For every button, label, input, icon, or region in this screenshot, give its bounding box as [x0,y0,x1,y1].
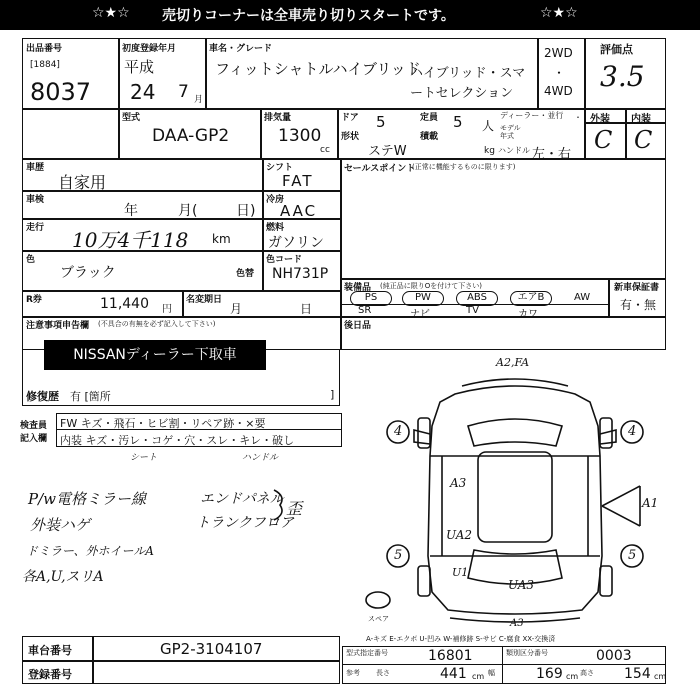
doors-label: ドア [341,113,359,123]
annot-handle: ハンドル [242,453,279,463]
diag-ua3: UA3 [508,578,535,592]
diag-top-mark: A2,FA [496,356,530,369]
reg-month: 7 [178,82,189,102]
shift: FAT [282,172,314,190]
equip-sr: SR [358,305,372,316]
diag-a1: A1 [642,496,659,510]
top-banner [0,0,700,30]
mileage-label: 走行 [26,223,45,233]
repair-close: ] [330,388,335,401]
color-code-label: 色コード [266,255,303,265]
width: 169 [536,666,563,682]
shape: ステW [368,144,407,159]
interior-label: 内装 [631,114,651,125]
exterior-grade: C [594,126,613,154]
notes-small: (不具合の有無を必ず記入して下さい) [98,320,216,328]
equip-abs: ABS [456,291,498,306]
inspector-row2: 内装 キズ・汚レ・コゲ・穴・スレ・キレ・破し [60,434,295,447]
width-unit: cm [566,672,579,681]
spare-label: スペア [368,615,389,623]
drive-4wd: 4WD [544,84,573,98]
capacity-label: 定員 [420,113,439,123]
equip-airbag: エアB [510,291,552,306]
equip-ps: PS [350,291,392,306]
score: 3.5 [600,60,645,93]
handle: 左・右 [532,147,572,162]
model-code: DAA-GP2 [152,126,230,146]
banner-stars-right: ☆★☆ [540,5,578,21]
grade-line2: ートセレクション [410,86,514,101]
class-number: 0003 [596,648,632,664]
grade-line1: ハイブリッド・スマ [410,66,526,81]
equip-pw: PW [402,291,444,306]
width-label: 幅 [488,669,495,677]
equip-aw: AW [574,292,591,303]
note-line4: 各A,U,スリA [22,569,104,585]
shift-label: シフト [266,163,294,173]
warranty-value: 有・無 [620,298,657,312]
handle-label: ハンドル [498,146,530,155]
mileage: 10万4千118 [72,228,189,252]
era: 平成 [124,58,155,76]
recycle-label: R券 [26,295,42,305]
annot-seat: シート [130,453,158,463]
name-change-label: 名変期日 [186,295,223,305]
drive-2wd: 2WD [544,46,573,60]
inspector-label-1: 検査員 [20,421,48,431]
reg-year: 24 [130,80,156,104]
diag-a3: A3 [450,476,467,490]
type-cert-label: 型式指定番号 [346,649,388,657]
kg-unit: kg [484,146,495,156]
equipment-small: (純正品に限りOを付けて下さい) [380,282,482,290]
note-line7: 歪 [286,499,303,518]
dealer-label: ディーラー・並行 [500,111,564,120]
sales-points-small: (正常に機能するものに限ります) [412,163,516,171]
reg-month-unit: 月 [194,95,204,105]
banner-stars-left: ☆★☆ [92,5,130,21]
sales-points-label: セールスポイント [344,164,416,174]
length-unit: cm [472,672,485,681]
color-label: 色 [26,255,36,265]
wheel-fl-number: 4 [394,424,403,439]
note-bracket [270,488,290,522]
ac: AAC [280,202,318,220]
ref-label: 参考 [346,669,360,677]
lot-number: 8037 [30,78,92,106]
capacity: 5 [453,113,463,131]
note-line2: 外装ハゲ [30,516,91,534]
repair-label: 修復歴 [26,390,59,403]
diag-ua2: UA2 [446,528,473,542]
fuel: ガソリン [268,235,324,251]
ac-label: 冷房 [266,195,285,205]
km-unit: km [212,232,231,246]
diagram-legend: A-キズ E-エクボ U-凹み W-補修跡 S-サビ C-腐食 XX-交換済 [366,635,556,643]
post-section-label: 後日品 [344,321,372,331]
name-change-month: 月 [230,302,243,316]
type-cert: 16801 [428,648,473,664]
chassis-label: 車台番号 [28,644,72,657]
model-change-label: モデル 年式 [500,124,521,140]
first-reg-label: 初度登録年月 [122,44,177,54]
name-change-day: 日 [300,302,313,316]
height: 154 [624,666,651,682]
color-code: NH731P [272,266,329,282]
chassis-number: GP2-3104107 [160,640,263,658]
displacement-label: 排気量 [264,113,292,123]
inspector-label-2: 記入欄 [20,434,48,444]
dealer-dot: ・ [574,113,582,122]
shaken-year: 年 [124,203,138,219]
equip-navi: ナビ [410,309,430,320]
shaken-day: 日) [236,203,256,219]
color-change-label: 色替 [236,269,255,279]
usage: 自家用 [58,173,107,192]
height-unit: cm [654,672,667,681]
dealer-badge: NISSANディーラー下取車 [44,340,266,370]
inspector-row1: FW キズ・飛石・ヒビ割・リペア跡・×要 [60,417,266,430]
wheel-fr-number: 4 [628,424,637,439]
diag-u1: U1 [452,566,469,579]
lot-small: [1884] [30,60,60,70]
cc-unit: cc [320,145,330,155]
fuel-label: 燃料 [266,223,285,233]
equip-leather: カワ [518,309,538,320]
warranty-label: 新車保証書 [614,283,660,293]
class-label: 類別区分番号 [506,649,548,657]
yen-unit: 円 [162,304,172,315]
score-label: 評価点 [600,43,633,56]
reg-label: 登録番号 [28,668,72,681]
car-name-label: 車名・グレード [209,44,273,54]
lot-label: 出品番号 [26,44,63,54]
repair-value: 有 [箇所 [70,390,111,403]
wheel-rl-number: 5 [394,548,403,563]
notes-label: 注意事項申告欄 [26,321,90,331]
color: ブラック [60,265,116,281]
model-label: 型式 [122,113,141,123]
shaken-month: 月( [178,203,198,219]
wheel-rr-number: 5 [628,548,637,563]
shaken-label: 車検 [26,195,45,205]
note-line1: P/w電格ミラー線 [28,490,146,508]
height-label: 高さ [580,669,594,677]
length: 441 [440,666,467,682]
banner-text: 売切りコーナーは全車売り切りスタートです。 [162,8,455,24]
drive-dot: ・ [553,66,566,80]
note-line5: エンドパネル [200,491,284,507]
usage-label: 車歴 [26,163,45,173]
diag-a3b: A3 [510,618,524,629]
length-label: 長さ [376,669,390,677]
equip-tv: TV [466,305,479,316]
doors: 5 [376,113,386,131]
note-line3: ドミラー、外ホイールA [26,544,154,558]
capacity-unit: 人 [482,119,495,133]
note-line6: トランクフロア [196,515,294,531]
interior-grade: C [634,126,653,154]
equipment-label: 装備品 [344,283,372,293]
recycle-amount: 11,440 [100,296,149,312]
exterior-label: 外装 [590,114,610,125]
displacement: 1300 [278,126,322,146]
car-name: フィットシャトルハイブリッド [215,60,421,78]
shape-label: 形状 [341,132,360,142]
load-label: 積載 [420,132,439,142]
